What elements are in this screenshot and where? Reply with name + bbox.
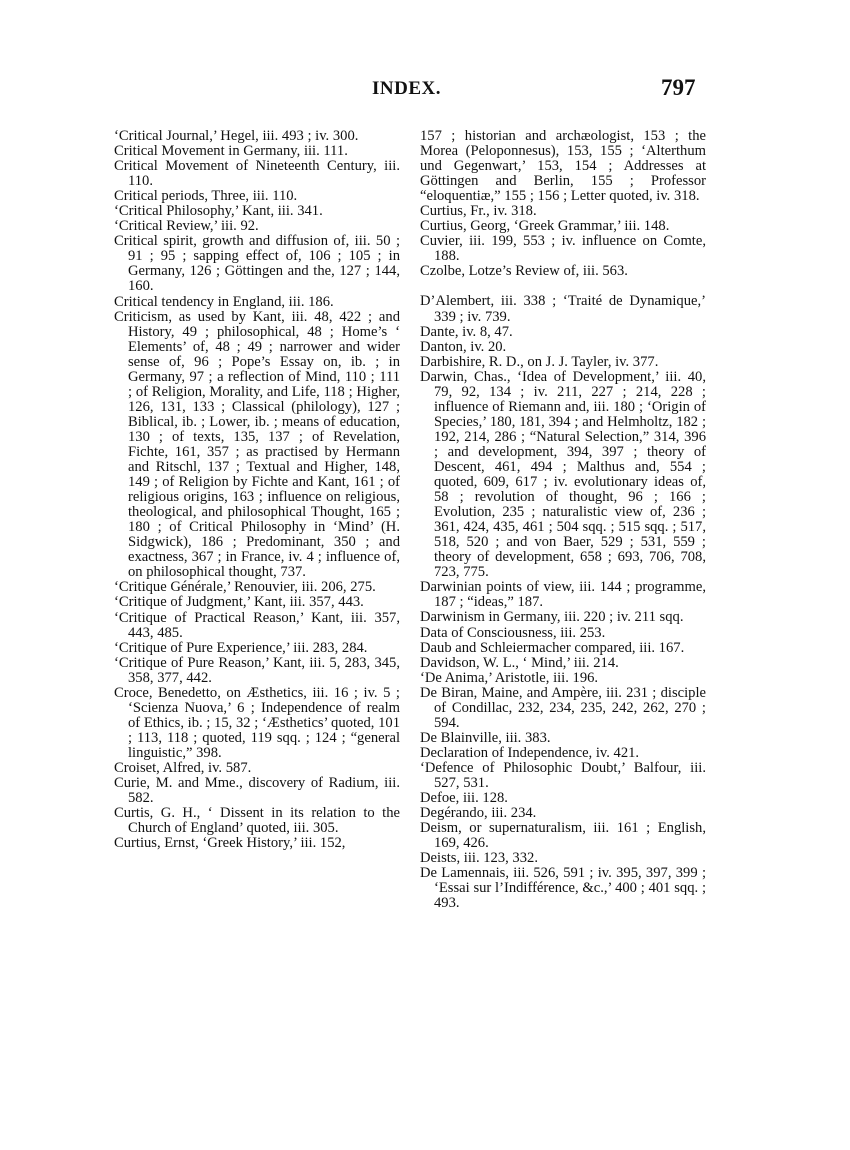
index-entry: ‘Critical Journal,’ Hegel, iii. 493 ; iv. 300. xyxy=(114,128,359,144)
index-entry: Danton, iv. 20. xyxy=(420,338,507,355)
index-entry: ‘Defence of Philosophic Doubt,’ Balfour, iii. 527, 531. xyxy=(420,759,706,791)
index-entry: Darwinism in Germany, iii. 220 ; iv. 211 sqq. xyxy=(420,609,684,626)
index-entry: Davidson, W. L., ‘ Mind,’ iii. 214. xyxy=(420,654,619,671)
page-number: 797 xyxy=(661,75,696,100)
index-entry: Croiset, Alfred, iv. 587. xyxy=(114,759,252,776)
index-entry: Dante, iv. 8, 47. xyxy=(420,323,513,340)
index-entry: De Blainville, iii. 383. xyxy=(420,729,551,746)
index-column-right xyxy=(420,129,706,911)
index-entry: De Lamennais, iii. 526, 591 ; iv. 395, 397, 399 ; ‘Essai sur l’Indifférence, &c.,’ 400 ; 401 sqq. ; 493. xyxy=(420,865,706,912)
index-entry: Deism, or supernaturalism, iii. 161 ; English, 169, 426. xyxy=(420,820,706,852)
index-entry: ‘Critique of Pure Reason,’ Kant, iii. 5, 283, 345, 358, 377, 442. xyxy=(114,654,400,686)
index-entry: Darwinian points of view, iii. 144 ; programme, 187 ; “ideas,” 187. xyxy=(420,579,706,611)
index-entry: Czolbe, Lotze’s Review of, iii. 563. xyxy=(420,263,628,280)
index-entry: ‘Critique of Practical Reason,’ Kant, iii. 357, 443, 485. xyxy=(114,609,400,641)
index-entry: Daub and Schleiermacher compared, iii. 167. xyxy=(420,639,685,656)
index-entry: Degérando, iii. 234. xyxy=(420,805,537,822)
index-entry: Deists, iii. 123, 332. xyxy=(420,850,538,867)
index-entry: Curtius, Georg, ‘Greek Grammar,’ iii. 148. xyxy=(420,218,670,235)
index-entry: D’Alembert, iii. 338 ; ‘Traité de Dynamique,’ 339 ; iv. 739. xyxy=(420,293,706,325)
index-entry: Critical Movement of Nineteenth Century, iii. 110. xyxy=(114,158,400,190)
index-entry: Critical Movement in Germany, iii. 111. xyxy=(114,143,348,160)
index-entry: Critical tendency in England, iii. 186. xyxy=(114,293,334,310)
index-entry: Defoe, iii. 128. xyxy=(420,790,508,807)
index-column-left xyxy=(114,129,400,851)
index-entry: ‘Critical Philosophy,’ Kant, iii. 341. xyxy=(114,203,323,220)
index-entry: Critical periods, Three, iii. 110. xyxy=(114,188,298,205)
index-entry: Criticism, as used by Kant, iii. 48, 422 ; and History, 49 ; philosophical, 48 ; Home’s ‘ Elements’ of, 48 ; 49 ; narrower and wider sense of, 96 ; Pope’s Essay on, ib. ; in Germany, 97 ; a reflection of Mind, 110 ; 111 ; of Religion, Morality, and Life, 118 ; Higher, 126, 131, 133 ; Classical (philology), 127 ; Biblical, ib. ; Lower, ib. ; means of education, 130 ; of texts, 135, 137 ; of Revelation, Fichte, 161, 357 ; as practised by Hermann and Ritschl, 137 ; Textual and Higher, 148, 149 ; of Religion by Fichte and Kant, 161 ; of religious origins, 163 ; influence on religious, theological, and philosophical Thought, 165 ; 180 ; of Critical Philosophy in ‘Mind’ (H. Sidgwick), 186 ; Predominant, 350 ; and exactness, 367 ; in France, iv. 4 ; influence of, on philosophical thought, 737. xyxy=(114,308,400,581)
index-entry-continued: 157 ; historian and archæologist, 153 ; the Morea (Peloponnesus), 153, 155 ; ‘Alterthum und Gegenwart,’ 153, 154 ; Addresses at Göttingen and Berlin, 155 ; Professor “eloquentiæ,” 155 ; 156 ; Letter quoted, iv. 318. xyxy=(420,128,706,205)
index-entry: ‘Critique Générale,’ Renouvier, iii. 206, 275. xyxy=(114,579,376,596)
index-entry: ‘De Anima,’ Aristotle, iii. 196. xyxy=(420,669,599,686)
index-entry: Critical spirit, growth and diffusion of, iii. 50 ; 91 ; 95 ; sapping effect of, 106 ; 105 ; in Germany, 126 ; Göttingen and the, 127 ; 144, 160. xyxy=(114,233,400,295)
index-entry: De Biran, Maine, and Ampère, iii. 231 ; disciple of Condillac, 232, 234, 235, 242, 262, 270 ; 594. xyxy=(420,684,706,731)
index-entry: Curie, M. and Mme., discovery of Radium, iii. 582. xyxy=(114,775,400,807)
index-entry: ‘Critical Review,’ iii. 92. xyxy=(114,218,259,235)
index-entry: Cuvier, iii. 199, 553 ; iv. influence on Comte, 188. xyxy=(420,233,706,265)
index-entry: Darwin, Chas., ‘Idea of Development,’ iii. 40, 79, 92, 134 ; iv. 211, 227 ; 214, 228 ; influence of Riemann and, iii. 180 ; ‘Origin of Species,’ 180, 181, 394 ; and Helmholtz, 182 ; 192, 214, 286 ; “Natural Selection,” 314, 396 ; and development, 394, 397 ; theory of Descent, 461, 494 ; Malthus and, 554 ; quoted, 609, 617 ; iv. evolutionary ideas of, 58 ; revolution of thought, 96 ; 166 ; Evolution, 235 ; naturalistic view of, 236 ; 361, 424, 435, 461 ; 504 sqq. ; 515 sqq. ; 517, 518, 520 ; and von Baer, 529 ; 531, 559 ; theory of development, 658 ; 693, 706, 708, 723, 775. xyxy=(420,368,706,581)
index-entry: Data of Consciousness, iii. 253. xyxy=(420,624,606,641)
running-title: INDEX. xyxy=(372,78,441,99)
index-entry: ‘Critique of Judgment,’ Kant, iii. 357, 443. xyxy=(114,594,364,611)
page-header xyxy=(0,75,850,108)
index-entry: Curtius, Ernst, ‘Greek History,’ iii. 152, xyxy=(114,835,346,852)
index-entry: Curtis, G. H., ‘ Dissent in its relation to the Church of England’ quoted, iii. 305. xyxy=(114,805,400,837)
index-entry: ‘Critique of Pure Experience,’ iii. 283, 284. xyxy=(114,639,368,656)
index-entry: Curtius, Fr., iv. 318. xyxy=(420,203,537,220)
index-entry: Darbishire, R. D., on J. J. Tayler, iv. 377. xyxy=(420,353,659,370)
index-entry: Declaration of Independence, iv. 421. xyxy=(420,744,640,761)
index-entry: Croce, Benedetto, on Æsthetics, iii. 16 ; iv. 5 ; ‘Scienza Nuova,’ 6 ; Independence of realm of Ethics, ib. ; 15, 32 ; ‘Æsthetics’ quoted, 101 ; 113, 118 ; quoted, 119 sqq. ; 124 ; “general linguistic,” 398. xyxy=(114,684,400,761)
